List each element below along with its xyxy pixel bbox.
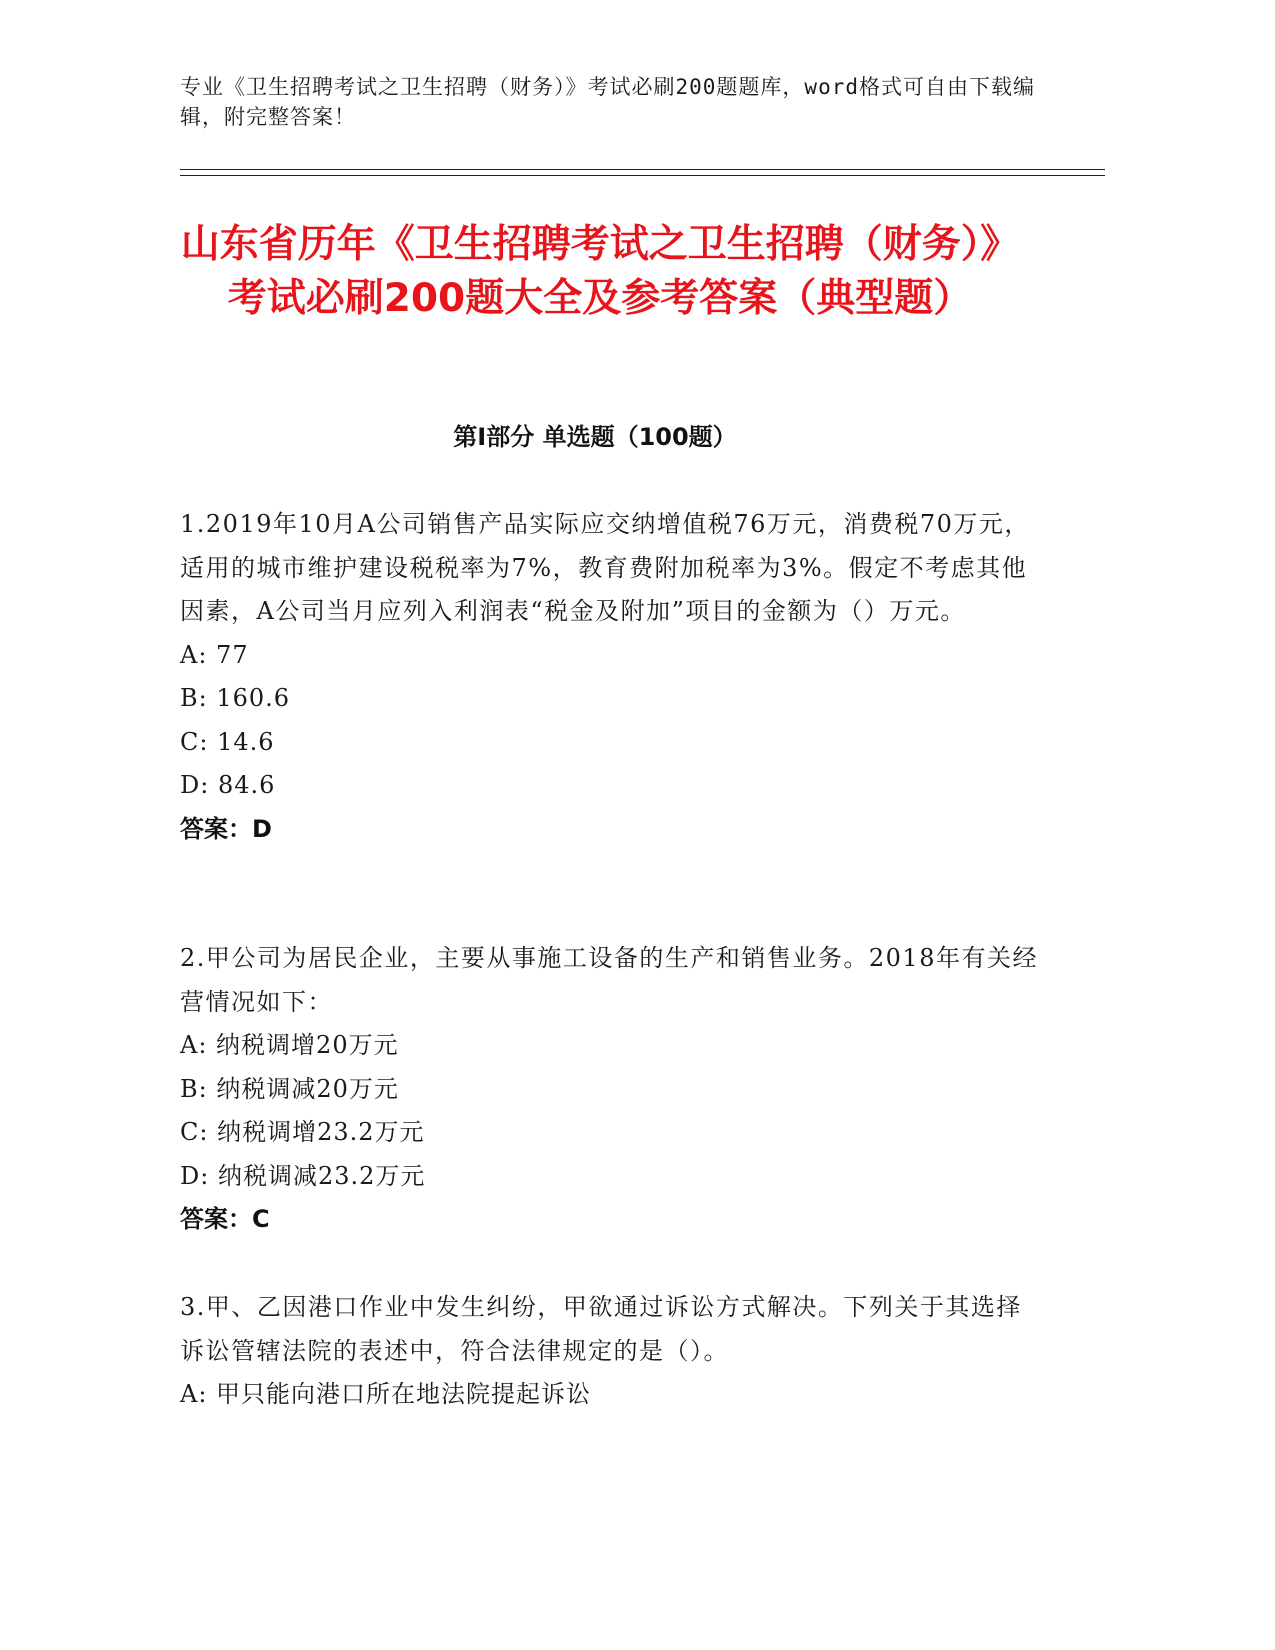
option-d: D: 84.6 — [180, 771, 276, 799]
option-b: B: 160.6 — [180, 684, 291, 712]
document-title: 山东省历年《卫生招聘考试之卫生招聘（财务）》考试必刷200题大全及参考答案（典型题） — [180, 222, 1020, 321]
option-b: B: 纳税调减20万元 — [180, 1074, 399, 1103]
option-a: A: 纳税调增20万元 — [180, 1031, 399, 1059]
question-stem: 1.2019年10月A公司销售产品实际应交纳增值税76万元，消费税70万元，适用的城市维护建设税税率为7%，教育费附加税率为3%。假定不考虑其他因素，A公司当月应列入利润表“税金及附加”项目的金额为（）万元。 — [180, 510, 1030, 625]
option-a: A: 77 — [180, 640, 249, 669]
option-a: A: 甲只能向港口所在地法院提起诉讼 — [180, 1380, 592, 1408]
question-block-2 — [180, 937, 1040, 1242]
option-c: C: 14.6 — [180, 727, 275, 756]
section-heading: 第I部分 单选题（100题） — [453, 423, 737, 451]
option-d: D: 纳税调减23.2万元 — [180, 1161, 426, 1190]
answer-line: 答案：D — [180, 814, 272, 843]
header-divider-bottom — [180, 175, 1105, 176]
question-block-3 — [180, 1286, 1040, 1417]
question-block-1 — [180, 503, 1040, 851]
question-stem: 3.甲、乙因港口作业中发生纠纷，甲欲通过诉讼方式解决。下列关于其选择诉讼管辖法院的表述中，符合法律规定的是（）。 — [180, 1293, 1022, 1365]
header-divider-top — [180, 169, 1105, 170]
option-c: C: 纳税调增23.2万元 — [180, 1118, 425, 1146]
header-note: 专业《卫生招聘考试之卫生招聘（财务）》考试必刷200题题库，word格式可自由下载编辑，附完整答案！ — [180, 75, 1035, 129]
question-stem: 2.甲公司为居民企业，主要从事施工设备的生产和销售业务。2018年有关经营情况如下： — [180, 944, 1038, 1016]
answer-line: 答案：C — [180, 1205, 270, 1233]
